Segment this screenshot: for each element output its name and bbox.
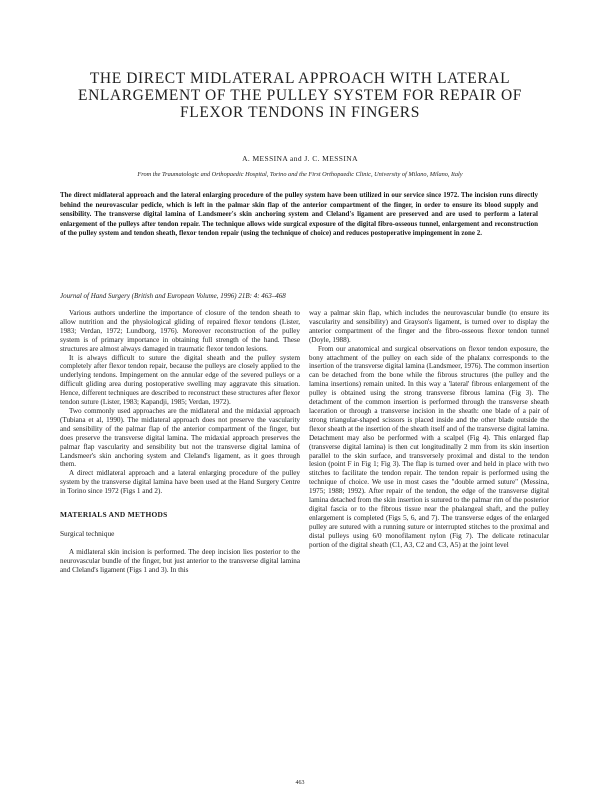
article-title: THE DIRECT MIDLATERAL APPROACH WITH LATERAL ENLARGEMENT OF THE PULLEY SYSTEM FOR REPAIR OF FLEXOR TENDONS IN FINGERS bbox=[78, 70, 522, 121]
sub-heading: Surgical technique bbox=[60, 528, 115, 538]
body-paragraph: way a palmar skin flap, which includes the neurovascular bundle (to ensure its vascularity and sensibility) and Grayson's ligament, is turned over to display the anterior compartment of the finger and the fibro-osseous flexor tendon tunnel (Doyle, 1988). bbox=[309, 309, 549, 344]
body-paragraph: Various authors underline the importance of closure of the tendon sheath to allow nutrition and the physiological gliding of repaired flexor tendons (Lister, 1983; Verdan, 1972; Lundborg, 1976). Moreover reconstruction of the pulley system is of primary importance in obtaining full strength of the hand. These structures are almost always damaged in traumatic flexor tendon lesions. bbox=[60, 309, 300, 353]
body-paragraph: A midlateral skin incision is performed. The deep incision lies posterior to the neurovascular bundle of the finger, but just anterior to the transverse digital lamina and Cleland's ligament (Figs 1 and 3). In this bbox=[60, 547, 300, 574]
body-paragraph: It is always difficult to suture the digital sheath and the pulley system completely after flexor tendon repair, because the pulleys are closely applied to the underlying tendons. Impingement on the annular edge of the severed pulleys or a difficult gliding area during postoperative swelling may aggravate this situation. Hence, different techniques are described to reconstruct these structures after flexor tendon suture (Lister, 1983; Kapandji, 1985; Verdan, 1972). bbox=[60, 353, 300, 407]
article-authors: A. MESSINA and J. C. MESSINA bbox=[242, 154, 358, 163]
section-heading: MATERIALS AND METHODS bbox=[60, 510, 168, 520]
body-paragraph: A direct midlateral approach and a lateral enlarging procedure of the pulley system by the transverse digital lamina have been used at the Hand Surgery Centre in Torino since 1972 (Figs 1 and 2). bbox=[60, 469, 300, 496]
article-abstract: The direct midlateral approach and the lateral enlarging procedure of the pulley system have been utilized in our service since 1972. The incision runs directly behind the neurovascular pedicle, which is left in the palmar skin flap of the anterior compartment of the finger, in order to ensure its blood supply and sensibility. The transverse digital lamina of Landsmeer's skin anchoring system and Cleland's ligament are preserved and are used to perform a lateral enlargement of the pulleys after tendon repair. The technique allows wide surgical exposure of the digital fibro-osseous tunnel, enlargement and reconstruction of the pulley system and tendon sheath, flexor tendon repair (using the technique of choice) and reduces postoperative impingement in zone 2. bbox=[60, 191, 538, 238]
body-paragraph: Two commonly used approaches are the midlateral and the midaxial approach (Tubiana et al, 1990). The midlateral approach does not preserve the vascularity and sensibility of the palmar flap of the anterior compartment of the finger, but does preserve the transverse digital lamina. The midaxial approach preserves the palmar flap vascularity and sensibility but not the transverse digital lamina of Landsmeer's skin anchoring system and Cleland's ligament, as it goes through them. bbox=[60, 406, 300, 469]
journal-citation: Journal of Hand Surgery (British and European Volume, 1996) 21B: 4: 463–468 bbox=[60, 292, 286, 300]
page-number: 463 bbox=[295, 780, 305, 786]
body-paragraph: From our anatomical and surgical observations on flexor tendon exposure, the bony attachment of the pulley on each side of the phalanx corresponds to the insertion of the transverse digital lamina (Landsmeer, 1976). The common insertion can be detached from the bone while the fibrous structures (the pulley and the lamina insertions) remain united. In this way a 'lateral' fibrous enlargement of the pulley is obtained using the strong transverse fibrous lamina (Fig 3). The detachment of the common insertion is performed through the transverse sheath laceration or through a transverse incision in the sheath: one blade of a pair of strong triangular-shaped scissors is placed inside and the other blade outside the flexor sheath at the insertion of the sheath itself and of the transverse digital lamina. Detachment may also be performed with a scalpel (Fig 4). This enlarged flap (transverse digital lamina) is then cut longitudinally 2 mm from its skin insertion parallel to the skin surface, and transversely proximal and distal to the tendon lesion (point F in Fig 1; Fig 3). The flap is turned over and held in place with two stitches to facilitate the tendon repair. The tendon repair is performed using the technique of choice. We use in most cases the "double armed suture" (Messina, 1975; 1988; 1992). After repair of the tendon, the edge of the transverse digital lamina detached from the skin insertion is sutured to the palmar rim of the posterior digital fascia or to the fibrous tissue near the phalangeal shaft, and the pulley enlargement is completed (Figs 5, 6, and 7). The transverse edges of the enlarged pulley are sutured with a running suture or interrupted stitches to the proximal and distal pulleys using 6/0 monofilament nylon (Fig 7). The delicate retinacular portion of the digital sheath (C1, A3, C2 and C3, A5) at the joint level bbox=[309, 344, 549, 549]
left-column bbox=[60, 309, 300, 575]
right-column bbox=[309, 309, 549, 549]
author-affiliation: From the Traumatologic and Orthopaedic Hospital, Torino and the First Orthopaedic Clinic, University of Milano, Milano, Italy bbox=[137, 171, 463, 178]
